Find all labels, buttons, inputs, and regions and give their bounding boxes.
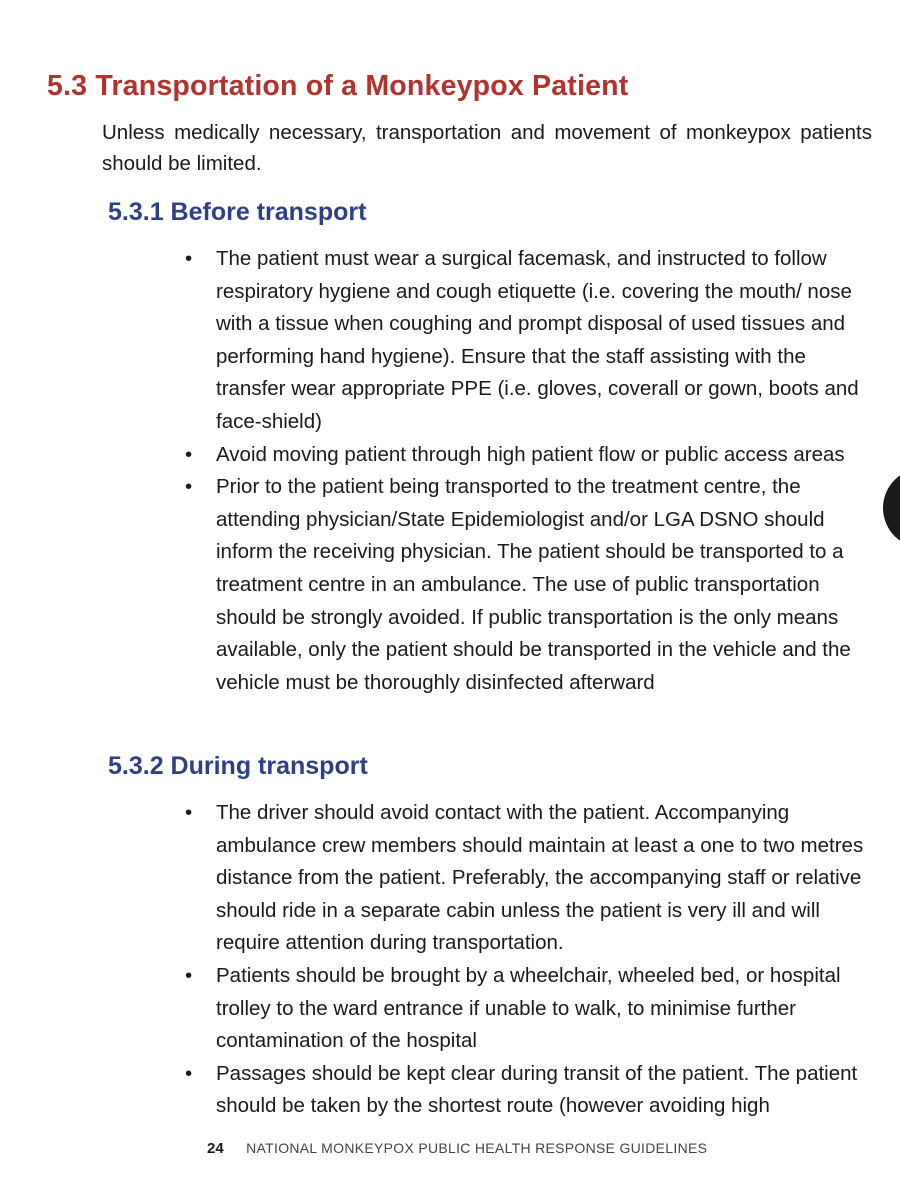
list-item-text: Prior to the patient being transported to the treatment centre, the attending physician/State Epidemiologist and/or LGA DSNO should inform the receiving physician. The patient should be transported to a treatment centre in an ambulance. The use of public transportation should be strongly avoided. If public transportation is the only means available, only the patient should be transported in the vehicle and the vehicle must be thoroughly disinfected afterward	[216, 475, 851, 694]
list-item-text: The driver should avoid contact with the patient. Accompanying ambulance crew members should maintain at least a one to two metres distance from the patient. Preferably, the accompanying staff or relative should ride in a separate cabin unless the patient is very ill and will require attention during transportation.	[216, 801, 864, 955]
subsection-title-before-transport: 5.3.1 Before transport	[108, 198, 367, 226]
list-item	[185, 471, 871, 699]
bullet-icon: •	[185, 801, 193, 824]
page-footer	[207, 1140, 707, 1158]
list-item	[185, 960, 871, 1058]
bullet-icon: •	[185, 247, 193, 270]
section-intro: Unless medically necessary, transportation and movement of monkeypox patients should be limited.	[102, 121, 872, 175]
bullet-icon: •	[185, 442, 193, 466]
list-item	[185, 439, 871, 472]
bullet-icon: •	[185, 475, 193, 499]
list-item-text: Passages should be kept clear during transit of the patient. The patient should be taken by the shortest route (however avoiding high	[216, 1061, 858, 1118]
bullet-icon: •	[185, 1061, 193, 1085]
list-item	[185, 1058, 871, 1123]
page-number: 24	[207, 1140, 224, 1157]
before-transport-list	[185, 243, 871, 699]
footer-title: NATIONAL MONKEYPOX PUBLIC HEALTH RESPONSE GUIDELINES	[246, 1140, 708, 1156]
list-item-text: The patient must wear a surgical facemask, and instructed to follow respiratory hygiene and cough etiquette (i.e. covering the mouth/ nose with a tissue when coughing and prompt disposal of used tissues and performing hand hygiene). Ensure that the staff assisting with the transfer wear appropriate PPE (i.e. gloves, coverall or gown, boots and face-shield)	[216, 247, 859, 433]
list-item	[185, 797, 871, 960]
list-item-text: Avoid moving patient through high patient flow or public access areas	[216, 442, 845, 466]
section-title: 5.3 Transportation of a Monkeypox Patient	[47, 70, 629, 102]
chapter-tab-marker	[883, 468, 900, 548]
during-transport-list	[185, 797, 871, 1123]
bullet-icon: •	[185, 963, 193, 987]
list-item	[185, 243, 871, 439]
subsection-title-during-transport: 5.3.2 During transport	[108, 752, 368, 780]
list-item-text: Patients should be brought by a wheelchair, wheeled bed, or hospital trolley to the ward entrance if unable to walk, to minimise further contamination of the hospital	[216, 963, 841, 1053]
